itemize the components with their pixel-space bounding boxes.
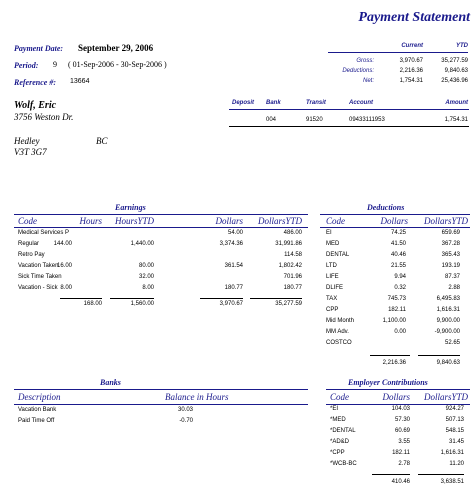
table-row bbox=[326, 306, 460, 315]
employer-total-dollars: 410.46 bbox=[391, 479, 410, 485]
summary-current: 3,970.67 bbox=[399, 58, 423, 64]
employer-dollars-ytd: 548.15 bbox=[445, 428, 464, 434]
deductions-code: LTD bbox=[326, 263, 337, 269]
banks-title: Banks bbox=[100, 378, 121, 387]
table-row bbox=[326, 339, 460, 348]
earnings-code: Sick Time Taken bbox=[18, 274, 62, 280]
table-row bbox=[18, 273, 302, 282]
deposit-header-deposit: Deposit bbox=[232, 100, 255, 106]
deductions-code: MM Adv. bbox=[326, 329, 349, 335]
deductions-code: MED bbox=[326, 241, 340, 247]
deductions-total-dollars: 2,216.36 bbox=[382, 360, 406, 366]
earnings-code: Regular bbox=[18, 241, 40, 247]
employee-street: 3756 Weston Dr. bbox=[14, 112, 74, 122]
employer-dollars-ytd: 31.45 bbox=[448, 439, 464, 445]
deductions-code: CPP bbox=[326, 307, 339, 313]
deductions-dollars-ytd: 365.43 bbox=[441, 252, 460, 258]
employer-code: *MED bbox=[330, 417, 346, 423]
employee-postal: V3T 3G7 bbox=[14, 147, 47, 157]
table-row bbox=[18, 251, 302, 260]
deductions-header-dollars: Dollars bbox=[380, 216, 408, 226]
employer-code: *DENTAL bbox=[330, 428, 356, 434]
summary-current: 2,216.36 bbox=[399, 68, 423, 74]
table-row bbox=[330, 449, 464, 458]
table-row bbox=[326, 317, 460, 326]
table-row bbox=[326, 295, 460, 304]
table-row bbox=[18, 229, 302, 238]
earnings-dollars-ytd: 486.00 bbox=[283, 230, 302, 236]
deductions-code: DLIFE bbox=[326, 285, 344, 291]
table-row bbox=[326, 262, 460, 271]
deductions-dollars-ytd: 193.19 bbox=[441, 263, 460, 269]
table-row bbox=[326, 328, 460, 337]
table-row bbox=[330, 427, 464, 436]
banks-header-description: Description bbox=[18, 392, 61, 402]
earnings-hours-ytd: 8.00 bbox=[142, 285, 154, 291]
banks-balance: -0.70 bbox=[179, 418, 193, 424]
employer-dollars: 60.69 bbox=[394, 428, 410, 434]
employer-code: *WCB-BC bbox=[330, 461, 357, 467]
reference-value: 13664 bbox=[70, 78, 90, 85]
summary-header-ytd: YTD bbox=[456, 43, 468, 49]
deductions-total-dollars-ytd: 9,840.63 bbox=[436, 360, 460, 366]
earnings-dollars: 54.00 bbox=[227, 230, 243, 236]
banks-description: Vacation Bank bbox=[18, 407, 57, 413]
earnings-code: Vacation - Sick bbox=[18, 285, 58, 291]
table-row bbox=[18, 240, 302, 249]
table-row bbox=[330, 416, 464, 425]
deposit-transit: 91520 bbox=[306, 117, 323, 123]
summary-ytd: 35,277.59 bbox=[441, 58, 468, 64]
deductions-header-code: Code bbox=[326, 216, 345, 226]
deductions-dollars-ytd: 9,900.00 bbox=[436, 318, 460, 324]
banks-header-balance: Balance in Hours bbox=[165, 392, 229, 402]
earnings-dollars: 3,374.36 bbox=[219, 241, 243, 247]
deductions-code: LIFE bbox=[326, 274, 339, 280]
earnings-title: Earnings bbox=[115, 203, 146, 212]
employer-dollars-ytd: 924.27 bbox=[445, 406, 464, 412]
employer-dollars-ytd: 1,616.31 bbox=[440, 450, 464, 456]
period-number: 9 bbox=[53, 60, 57, 69]
earnings-dollars-ytd: 31,991.86 bbox=[275, 241, 302, 247]
deductions-dollars-ytd: 1,616.31 bbox=[436, 307, 460, 313]
employer-dollars: 2.78 bbox=[398, 461, 410, 467]
earnings-hours: 16.00 bbox=[56, 263, 72, 269]
earnings-header-hours-ytd: HoursYTD bbox=[114, 216, 154, 226]
deductions-dollars-ytd: 52.65 bbox=[444, 340, 460, 346]
employee-city: Hedley bbox=[14, 136, 40, 146]
deductions-dollars: 745.73 bbox=[387, 296, 406, 302]
earnings-hours: 144.00 bbox=[53, 241, 72, 247]
deductions-dollars-ytd: 87.37 bbox=[444, 274, 460, 280]
employer-title: Employer Contributions bbox=[348, 378, 428, 387]
deductions-title: Deductions bbox=[367, 203, 405, 212]
table-row bbox=[18, 284, 302, 293]
deductions-code: EI bbox=[326, 230, 332, 236]
summary-current: 1,754.31 bbox=[399, 78, 423, 84]
employer-code: *CPP bbox=[330, 450, 345, 456]
period-label: Period: bbox=[14, 61, 39, 70]
deductions-dollars: 0.32 bbox=[394, 285, 406, 291]
earnings-total-hours-ytd: 1,560.00 bbox=[130, 301, 154, 307]
deposit-header-amount: Amount bbox=[445, 100, 468, 106]
employer-dollars: 182.11 bbox=[392, 450, 410, 456]
earnings-code: Vacation Taken bbox=[18, 263, 59, 269]
deductions-dollars-ytd: 6,495.83 bbox=[436, 296, 460, 302]
deductions-dollars: 1,100.00 bbox=[382, 318, 406, 324]
deductions-dollars: 74.25 bbox=[390, 230, 406, 236]
table-row bbox=[326, 251, 460, 260]
employer-header-code: Code bbox=[330, 392, 349, 402]
deposit-header-bank: Bank bbox=[266, 100, 281, 106]
payment-date-value: September 29, 2006 bbox=[78, 43, 154, 53]
banks-description: Paid Time Off bbox=[18, 418, 55, 424]
employer-dollars-ytd: 507.13 bbox=[445, 417, 464, 423]
earnings-total-dollars-ytd: 35,277.59 bbox=[275, 301, 302, 307]
deposit-amount: 1,754.31 bbox=[444, 117, 468, 123]
table-row bbox=[326, 229, 460, 238]
summary-ytd: 25,436.96 bbox=[441, 78, 468, 84]
period-range: ( 01-Sep-2006 - 30-Sep-2006 ) bbox=[68, 60, 167, 69]
deductions-code: TAX bbox=[326, 296, 338, 302]
deductions-dollars: 21.55 bbox=[390, 263, 406, 269]
deductions-dollars-ytd: -9,900.00 bbox=[434, 329, 460, 335]
reference-label: Reference #: bbox=[14, 78, 56, 87]
earnings-hours: 8.00 bbox=[60, 285, 72, 291]
earnings-dollars-ytd: 1,802.42 bbox=[278, 263, 302, 269]
deductions-dollars: 41.50 bbox=[390, 241, 406, 247]
deposit-account: 09433111953 bbox=[349, 117, 385, 123]
page-title: Payment Statement bbox=[358, 10, 470, 25]
summary-header-current: Current bbox=[401, 43, 423, 49]
earnings-total-hours: 168.00 bbox=[83, 301, 102, 307]
deductions-dollars-ytd: 2.88 bbox=[448, 285, 460, 291]
summary-label: Net: bbox=[362, 78, 374, 84]
earnings-dollars-ytd: 114.58 bbox=[284, 252, 302, 258]
table-row bbox=[326, 240, 460, 249]
employee-province: BC bbox=[96, 136, 108, 146]
employer-dollars: 104.03 bbox=[391, 406, 410, 412]
earnings-dollars: 361.54 bbox=[224, 263, 243, 269]
summary-label: Gross: bbox=[356, 58, 374, 64]
deductions-dollars-ytd: 367.28 bbox=[441, 241, 460, 247]
payment-date-label: Payment Date: bbox=[14, 44, 64, 53]
employer-code: *EI bbox=[330, 406, 339, 412]
deposit-header-transit: Transit bbox=[306, 100, 326, 106]
employer-total-dollars-ytd: 3,638.51 bbox=[440, 479, 464, 485]
summary-ytd: 9,840.63 bbox=[444, 68, 468, 74]
deductions-dollars: 0.00 bbox=[394, 329, 406, 335]
employee-name: Wolf, Eric bbox=[14, 100, 57, 111]
table-row bbox=[330, 438, 464, 447]
deductions-dollars: 182.11 bbox=[388, 307, 406, 313]
employer-table bbox=[330, 405, 464, 471]
deductions-table bbox=[326, 229, 460, 350]
deductions-dollars: 40.46 bbox=[390, 252, 406, 258]
deductions-code: DENTAL bbox=[326, 252, 350, 258]
deductions-code: Mid Month bbox=[326, 318, 355, 324]
table-row bbox=[326, 284, 460, 293]
earnings-header-dollars-ytd: DollarsYTD bbox=[257, 216, 302, 226]
employer-dollars: 57.30 bbox=[394, 417, 410, 423]
employer-dollars: 3.55 bbox=[398, 439, 410, 445]
deductions-header-dollars-ytd: DollarsYTD bbox=[423, 216, 468, 226]
earnings-hours-ytd: 32.00 bbox=[138, 274, 154, 280]
earnings-dollars-ytd: 180.77 bbox=[283, 285, 302, 291]
deposit-bank: 004 bbox=[266, 117, 277, 123]
earnings-table bbox=[18, 229, 302, 289]
earnings-dollars: 180.77 bbox=[224, 285, 243, 291]
earnings-header-dollars: Dollars bbox=[215, 216, 243, 226]
earnings-hours-ytd: 1,440.00 bbox=[130, 241, 154, 247]
employer-code: *AD&D bbox=[330, 439, 350, 445]
deposit-header-account: Account bbox=[349, 100, 373, 106]
employer-header-dollars-ytd: DollarsYTD bbox=[423, 392, 468, 402]
table-row bbox=[18, 262, 302, 271]
earnings-code: Medical Services P bbox=[18, 230, 70, 236]
earnings-code: Retro Pay bbox=[18, 252, 45, 258]
deductions-dollars: 9.94 bbox=[394, 274, 406, 280]
table-row bbox=[326, 273, 460, 282]
banks-balance: 30.03 bbox=[177, 407, 193, 413]
earnings-hours-ytd: 80.00 bbox=[138, 263, 154, 269]
earnings-header-hours: Hours bbox=[79, 216, 102, 226]
earnings-total-dollars: 3,970.67 bbox=[219, 301, 243, 307]
table-row bbox=[330, 405, 464, 414]
employer-header-dollars: Dollars bbox=[382, 392, 410, 402]
earnings-dollars-ytd: 701.96 bbox=[283, 274, 302, 280]
earnings-header-code: Code bbox=[18, 216, 37, 226]
employer-dollars-ytd: 11.20 bbox=[449, 461, 464, 467]
deductions-dollars-ytd: 659.69 bbox=[441, 230, 460, 236]
table-row bbox=[330, 460, 464, 469]
summary-label: Deductions: bbox=[342, 68, 374, 74]
deductions-code: COSTCO bbox=[326, 340, 352, 346]
